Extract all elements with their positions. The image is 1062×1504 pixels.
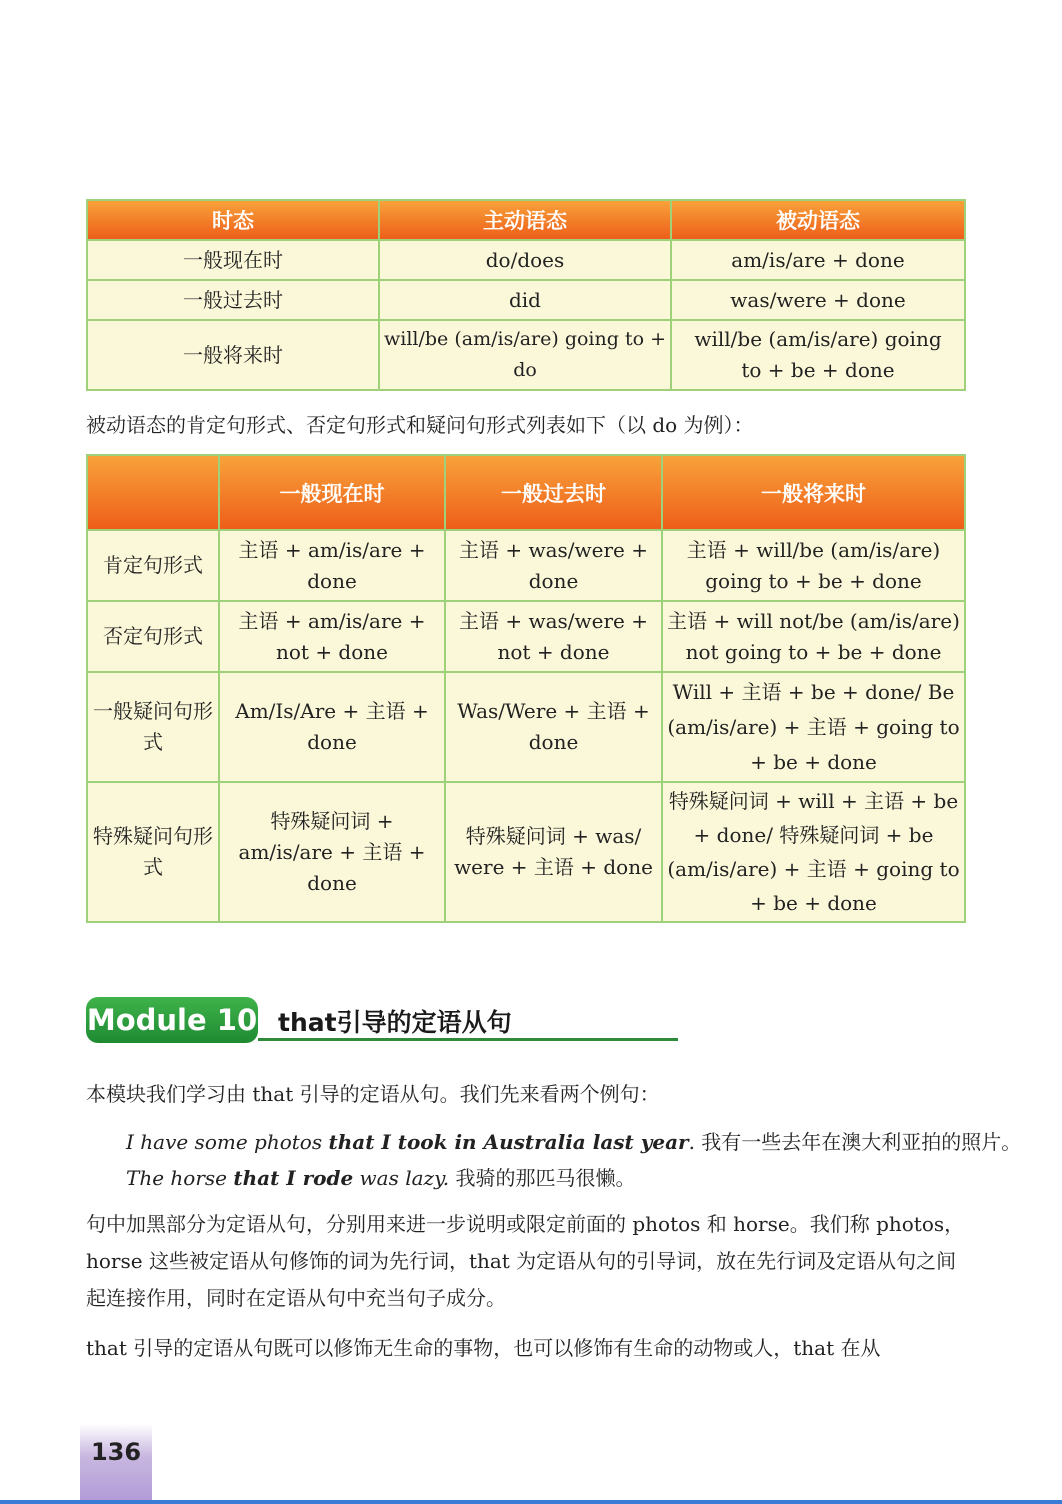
table-cell: 主语 + was/were + done — [445, 530, 662, 601]
header-cell: 被动语态 — [671, 200, 965, 240]
header-cell: 一般将来时 — [662, 455, 965, 530]
example-text: I have some photos — [126, 1130, 329, 1154]
table-row — [87, 601, 965, 672]
example-translation: 我骑的那匹马很懒。 — [449, 1166, 636, 1190]
example-text: . — [688, 1130, 695, 1154]
table-cell: 主语 + will/be (am/is/are) going to + be + done — [662, 530, 965, 601]
paragraph-intro: 本模块我们学习由 that 引导的定语从句。我们先来看两个例句： — [86, 1082, 660, 1106]
example-text: The horse — [126, 1166, 234, 1190]
header-cell-empty — [87, 455, 219, 530]
row-header-cell: 特殊疑问句形式 — [87, 782, 219, 922]
module-title: that引导的定语从句 — [278, 1008, 512, 1037]
table-cell: 特殊疑问词 + will + 主语 + be + done/ 特殊疑问词 + be (am/is/are) + 主语 + going to + be + done — [662, 782, 965, 922]
table-row — [87, 240, 965, 280]
passive-forms-table — [86, 454, 966, 923]
table-cell: 一般将来时 — [87, 320, 379, 390]
table-row — [87, 280, 965, 320]
table-cell: 主语 + am/is/are + done — [219, 530, 445, 601]
table-header-row — [87, 200, 965, 240]
page-number: 136 — [90, 1438, 142, 1466]
table-row — [87, 672, 965, 782]
row-header-cell: 肯定句形式 — [87, 530, 219, 601]
table-cell: did — [379, 280, 671, 320]
header-cell: 时态 — [87, 200, 379, 240]
row-header-cell: 否定句形式 — [87, 601, 219, 672]
module-heading — [86, 997, 682, 1045]
table-row — [87, 320, 965, 390]
table-cell: 一般过去时 — [87, 280, 379, 320]
table-cell: Am/Is/Are + 主语 + done — [219, 672, 445, 782]
example-sentence-1 — [126, 1126, 1021, 1155]
table-cell: was/were + done — [671, 280, 965, 320]
example-text: was lazy. — [353, 1166, 450, 1190]
header-cell: 主动语态 — [379, 200, 671, 240]
table-cell: 主语 + will not/be (am/is/are) not going to + be + done — [662, 601, 965, 672]
table-row — [87, 782, 965, 922]
table-cell: will/be (am/is/are) going to + be + done — [671, 320, 965, 390]
table-cell: 特殊疑问词 + am/is/are + 主语 + done — [219, 782, 445, 922]
module-badge: Module 10 — [86, 997, 258, 1043]
tense-voice-table — [86, 199, 966, 391]
table-cell: 主语 + am/is/are + not + done — [219, 601, 445, 672]
table-cell: Was/Were + 主语 + done — [445, 672, 662, 782]
example-sentence-2 — [126, 1162, 635, 1191]
paragraph-explanation: 句中加黑部分为定语从句，分别用来进一步说明或限定前面的 photos 和 horse。我们称 photos，horse 这些被定语从句修饰的词为先行词，that 为定语从句的引导词，放在先行词及定语从句之间起连接作用，同时在定语从句中充当句子成分。 — [86, 1212, 965, 1310]
table-cell: Will + 主语 + be + done/ Be (am/is/are) + 主语 + going to + be + done — [662, 672, 965, 782]
table-cell: 一般现在时 — [87, 240, 379, 280]
header-cell: 一般现在时 — [219, 455, 445, 530]
example-bold-clause: that I took in Australia last year — [328, 1130, 689, 1154]
paragraph-continued: that 引导的定语从句既可以修饰无生命的事物，也可以修饰有生命的动物或人，that 在从 — [86, 1336, 881, 1360]
header-cell: 一般过去时 — [445, 455, 662, 530]
table-header-row — [87, 455, 965, 530]
top-margin — [0, 0, 1062, 200]
table-cell: am/is/are + done — [671, 240, 965, 280]
table-intro-text: 被动语态的肯定句形式、否定句形式和疑问句形式列表如下（以 do 为例）： — [86, 413, 754, 437]
table-row — [87, 530, 965, 601]
table-cell: do/does — [379, 240, 671, 280]
table-cell: 主语 + was/were + not + done — [445, 601, 662, 672]
row-header-cell: 一般疑问句形式 — [87, 672, 219, 782]
bottom-border — [0, 1500, 1062, 1504]
example-translation: 我有一些去年在澳大利亚拍的照片。 — [694, 1130, 1022, 1154]
table-cell: will/be (am/is/are) going to + do — [379, 320, 671, 390]
table-cell: 特殊疑问词 + was/ were + 主语 + done — [445, 782, 662, 922]
example-bold-clause: that I rode — [233, 1166, 354, 1190]
